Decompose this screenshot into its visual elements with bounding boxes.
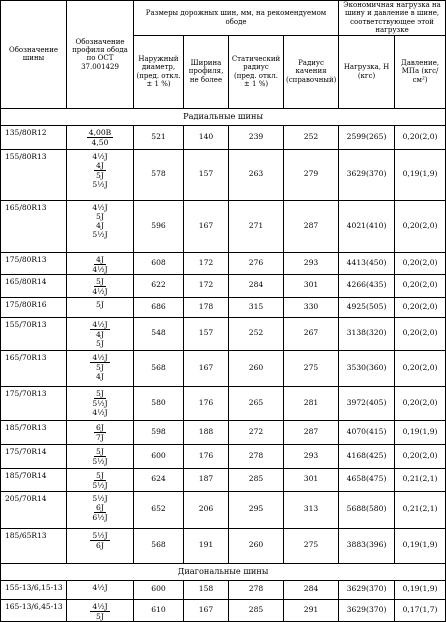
rim-profile-text: 4½J: [92, 407, 108, 417]
rim-profile-text: 5J: [96, 276, 104, 286]
rolling-radius: 279: [284, 149, 339, 200]
static-radius: 272: [229, 420, 284, 444]
table-row: [1, 599, 446, 621]
rim-profile-text: 4½J: [92, 151, 108, 161]
rim-profile: [69, 503, 131, 513]
static-radius: 271: [229, 200, 284, 252]
rim-profile: [69, 372, 131, 381]
rim-profile: [69, 171, 131, 180]
section-radial: Радиальные шины: [1, 108, 446, 125]
table-row: [1, 252, 446, 274]
table-row: [1, 420, 446, 444]
outer-diameter: 521: [134, 125, 184, 149]
header-load: Нагрузка, Н (кгс): [339, 35, 395, 108]
profile-width: 167: [184, 200, 229, 252]
pressure-value: 0,20(2,0): [395, 200, 446, 252]
load-value: 3138(320): [339, 317, 395, 350]
pressure-value: 0,21(2,1): [395, 491, 446, 528]
rim-profile: [69, 531, 131, 541]
rim-profile: [69, 612, 131, 621]
pressure-value: 0,17(1,7): [395, 599, 446, 621]
pressure-value: 0,19(1,9): [395, 420, 446, 444]
load-value: 3629(370): [339, 149, 395, 200]
rolling-radius: 284: [284, 580, 339, 599]
rim-profile-text: 5J: [96, 388, 104, 398]
rim-profile-text: 5J: [96, 338, 104, 348]
profile-width: 191: [184, 528, 229, 563]
rim-profile-text: 4J: [96, 220, 104, 230]
load-value: 4925(505): [339, 297, 395, 317]
static-radius: 252: [229, 317, 284, 350]
rolling-radius: 287: [284, 420, 339, 444]
load-value: 3530(360): [339, 350, 395, 386]
rim-profile-text: 5½J: [92, 493, 108, 503]
profile-width: 176: [184, 444, 229, 468]
rim-profiles: [67, 386, 134, 420]
rim-profile: [69, 277, 131, 287]
rim-profiles: [67, 200, 134, 252]
rim-profile: [69, 399, 131, 408]
rim-profile-text: 5J: [96, 211, 104, 221]
outer-diameter: 608: [134, 252, 184, 274]
profile-width: 187: [184, 468, 229, 491]
rim-profile: [69, 203, 131, 212]
rim-profile: [69, 471, 131, 481]
profile-width: 188: [184, 420, 229, 444]
header-profile-width: Ширина профиля, не более: [184, 35, 229, 108]
rim-profile-text: 4J: [96, 329, 104, 339]
rim-profiles: [67, 468, 134, 491]
rim-profiles: [67, 297, 134, 317]
rolling-radius: 275: [284, 528, 339, 563]
rim-profile: [69, 513, 131, 522]
rim-profile: [69, 161, 131, 171]
rim-profiles: [67, 149, 134, 200]
rim-profile-text: 4½J: [92, 352, 108, 362]
rim-profile-text: 6½J: [92, 512, 108, 522]
rim-profile-text: 4J: [96, 160, 104, 170]
tire-designation: 155-13/6,15-13: [1, 580, 67, 599]
rim-profile: [69, 320, 131, 330]
profile-width: 178: [184, 297, 229, 317]
tire-designation: 175/80R16: [1, 297, 67, 317]
rim-profile-text: 4½J: [92, 601, 108, 611]
rim-profile: [69, 138, 131, 147]
rim-profile: [69, 363, 131, 372]
rolling-radius: 330: [284, 297, 339, 317]
rolling-radius: 293: [284, 252, 339, 274]
rim-profile-text: 6J: [96, 540, 104, 550]
rim-profile: [69, 408, 131, 417]
rim-profile: [69, 583, 131, 592]
rim-profile: [69, 255, 131, 265]
tire-designation: 185/65R13: [1, 528, 67, 563]
rim-profiles: [67, 252, 134, 274]
rim-profile-text: 5J: [96, 299, 104, 309]
rolling-radius: 301: [284, 468, 339, 491]
rim-profile-text: 5½J: [92, 398, 108, 408]
rim-profile-text: 5J: [96, 611, 104, 621]
outer-diameter: 578: [134, 149, 184, 200]
table-row: [1, 317, 446, 350]
rim-profile-text: 4½J: [92, 264, 108, 274]
tire-designation: 155/80R13: [1, 149, 67, 200]
rim-profile: [69, 212, 131, 221]
rim-profile: [69, 541, 131, 550]
rim-profile-text: 5½J: [92, 456, 108, 466]
load-value: 3629(370): [339, 599, 395, 621]
rim-profile: [69, 265, 131, 274]
tire-designation: 135/80R12: [1, 125, 67, 149]
rolling-radius: 313: [284, 491, 339, 528]
static-radius: 263: [229, 149, 284, 200]
tire-designation: 205/70R14: [1, 491, 67, 528]
pressure-value: 0,20(2,0): [395, 252, 446, 274]
rim-profile: [69, 447, 131, 457]
rim-profile-text: 5½J: [92, 480, 108, 490]
rim-profile: [69, 457, 131, 466]
profile-width: 172: [184, 252, 229, 274]
outer-diameter: 580: [134, 386, 184, 420]
rim-profile: [69, 433, 131, 442]
tire-designation: 165/80R14: [1, 274, 67, 297]
tire-designation: 185/70R13: [1, 420, 67, 444]
static-radius: 278: [229, 444, 284, 468]
header-dimensions-group: Размеры дорожных шин, мм, на рекомендуемом ободе: [134, 1, 339, 36]
rim-profile-text: 4,50: [91, 137, 109, 147]
header-designation: Обозначение шины: [1, 1, 67, 109]
table-row: [1, 350, 446, 386]
rim-profile: [69, 389, 131, 399]
profile-width: 140: [184, 125, 229, 149]
rim-profiles: [67, 420, 134, 444]
pressure-value: 0,19(1,9): [395, 580, 446, 599]
rim-profile-text: 4J: [96, 371, 104, 381]
rim-profile-text: 4J: [96, 254, 104, 264]
rim-profile-text: 5½J: [92, 530, 108, 540]
profile-width: 172: [184, 274, 229, 297]
outer-diameter: 624: [134, 468, 184, 491]
outer-diameter: 686: [134, 297, 184, 317]
static-radius: 260: [229, 528, 284, 563]
rim-profile-text: 5J: [96, 470, 104, 480]
static-radius: 285: [229, 468, 284, 491]
profile-width: 176: [184, 386, 229, 420]
rim-profile-text: 7J: [96, 432, 104, 442]
load-value: 4658(475): [339, 468, 395, 491]
rolling-radius: 293: [284, 444, 339, 468]
rim-profile-text: 5½J: [92, 229, 108, 239]
tire-designation: 165-13/6,45-13: [1, 599, 67, 621]
tire-designation: 165/80R13: [1, 200, 67, 252]
pressure-value: 0,19(1,9): [395, 149, 446, 200]
rim-profile: [69, 128, 131, 138]
load-value: 4070(415): [339, 420, 395, 444]
header-outer-diameter: Наружный диаметр, (пред. откл. ± 1 %): [134, 35, 184, 108]
pressure-value: 0,20(2,0): [395, 386, 446, 420]
rolling-radius: 301: [284, 274, 339, 297]
rim-profile: [69, 481, 131, 490]
tire-designation: 185/70R14: [1, 468, 67, 491]
rolling-radius: 281: [284, 386, 339, 420]
pressure-value: 0,20(2,0): [395, 297, 446, 317]
profile-width: 157: [184, 317, 229, 350]
load-value: 4413(450): [339, 252, 395, 274]
table-row: [1, 274, 446, 297]
rim-profile-text: 4½J: [92, 582, 108, 592]
rim-profile: [69, 339, 131, 348]
rim-profile-text: 5J: [96, 170, 104, 180]
header-rim-profile: Обозначение профиля обода по ОСТ 37.001429: [67, 1, 134, 109]
tire-designation: 165/70R13: [1, 350, 67, 386]
table-row: [1, 491, 446, 528]
table-row: [1, 386, 446, 420]
table-row: [1, 528, 446, 563]
header-static-radius: Статический радиус (пред. откл. ± 1 %): [229, 35, 284, 108]
header-load-group: Экономичная нагрузка на шину и давление в шине, соответствующее этой нагрузке: [339, 1, 446, 36]
rim-profile: [69, 602, 131, 612]
outer-diameter: 598: [134, 420, 184, 444]
static-radius: 285: [229, 599, 284, 621]
pressure-value: 0,20(2,0): [395, 274, 446, 297]
static-radius: 278: [229, 580, 284, 599]
rim-profile-text: 4½J: [92, 319, 108, 329]
profile-width: 206: [184, 491, 229, 528]
load-value: 4266(435): [339, 274, 395, 297]
table-row: [1, 468, 446, 491]
pressure-value: 0,20(2,0): [395, 125, 446, 149]
rim-profile: [69, 353, 131, 363]
outer-diameter: 596: [134, 200, 184, 252]
rolling-radius: 291: [284, 599, 339, 621]
outer-diameter: 622: [134, 274, 184, 297]
header-pressure: Давление, МПа (кгс/см²): [395, 35, 446, 108]
rim-profile-text: 6J: [96, 422, 104, 432]
rim-profiles: [67, 274, 134, 297]
rim-profiles: [67, 580, 134, 599]
rolling-radius: 275: [284, 350, 339, 386]
pressure-value: 0,19(1,9): [395, 528, 446, 563]
load-value: 4168(425): [339, 444, 395, 468]
rolling-radius: 252: [284, 125, 339, 149]
tire-designation: 175/70R14: [1, 444, 67, 468]
rim-profile-text: 4½J: [92, 286, 108, 296]
table-row: [1, 580, 446, 599]
rim-profile: [69, 494, 131, 503]
outer-diameter: 600: [134, 444, 184, 468]
static-radius: 315: [229, 297, 284, 317]
profile-width: 167: [184, 599, 229, 621]
outer-diameter: 652: [134, 491, 184, 528]
rim-profile: [69, 221, 131, 230]
rolling-radius: 287: [284, 200, 339, 252]
outer-diameter: 600: [134, 580, 184, 599]
rim-profile: [69, 287, 131, 296]
rim-profile-text: 4½J: [92, 202, 108, 212]
rolling-radius: 267: [284, 317, 339, 350]
static-radius: 260: [229, 350, 284, 386]
pressure-value: 0,20(2,0): [395, 317, 446, 350]
profile-width: 157: [184, 149, 229, 200]
tire-designation: 155/70R13: [1, 317, 67, 350]
header-rolling-radius: Радиус качения (справочный): [284, 35, 339, 108]
tire-designation: 175/80R13: [1, 252, 67, 274]
table-row: [1, 297, 446, 317]
outer-diameter: 610: [134, 599, 184, 621]
load-value: 4021(410): [339, 200, 395, 252]
rim-profiles: [67, 317, 134, 350]
load-value: 3629(370): [339, 580, 395, 599]
table-row: [1, 149, 446, 200]
rim-profile: [69, 230, 131, 239]
pressure-value: 0,20(2,0): [395, 444, 446, 468]
rim-profiles: [67, 444, 134, 468]
rim-profile-text: 5½J: [92, 179, 108, 189]
load-value: 3972(405): [339, 386, 395, 420]
pressure-value: 0,20(2,0): [395, 350, 446, 386]
rim-profiles: [67, 528, 134, 563]
table-row: [1, 125, 446, 149]
static-radius: 265: [229, 386, 284, 420]
rim-profile-text: 5J: [96, 362, 104, 372]
static-radius: 284: [229, 274, 284, 297]
rim-profile: [69, 330, 131, 339]
load-value: 2599(265): [339, 125, 395, 149]
rim-profiles: [67, 350, 134, 386]
static-radius: 276: [229, 252, 284, 274]
section-diagonal: Диагональные шины: [1, 563, 446, 580]
profile-width: 158: [184, 580, 229, 599]
profile-width: 167: [184, 350, 229, 386]
rim-profiles: [67, 125, 134, 149]
rim-profiles: [67, 491, 134, 528]
rim-profile-text: 4,00B: [88, 127, 112, 137]
tire-designation: 175/70R13: [1, 386, 67, 420]
rim-profile-text: 6J: [96, 502, 104, 512]
table-row: [1, 200, 446, 252]
pressure-value: 0,21(2,1): [395, 468, 446, 491]
rim-profile: [69, 180, 131, 189]
load-value: 3883(396): [339, 528, 395, 563]
rim-profiles: [67, 599, 134, 621]
table-row: [1, 444, 446, 468]
load-value: 5688(580): [339, 491, 395, 528]
static-radius: 239: [229, 125, 284, 149]
rim-profile: [69, 300, 131, 309]
rim-profile: [69, 152, 131, 161]
rim-profile: [69, 423, 131, 433]
outer-diameter: 568: [134, 350, 184, 386]
section-row: [1, 563, 446, 580]
outer-diameter: 548: [134, 317, 184, 350]
static-radius: 295: [229, 491, 284, 528]
rim-profile-text: 5J: [96, 446, 104, 456]
outer-diameter: 568: [134, 528, 184, 563]
